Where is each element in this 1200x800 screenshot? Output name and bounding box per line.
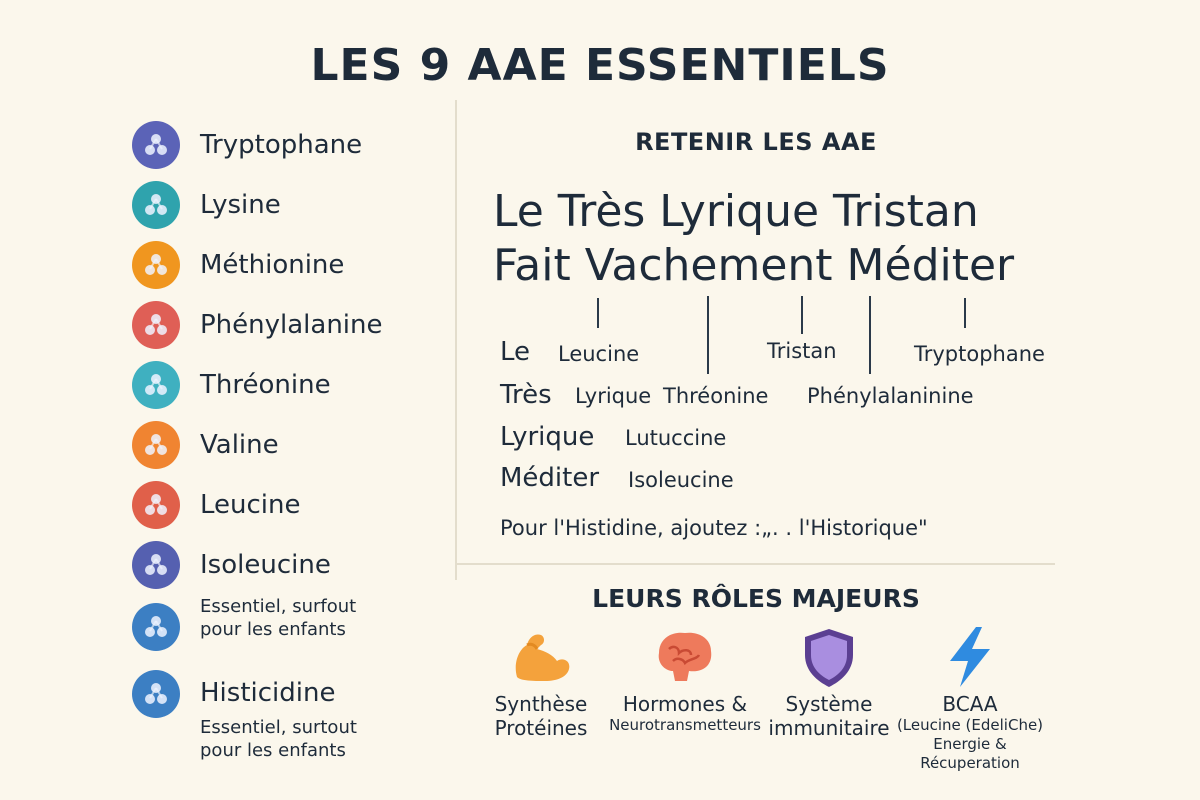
molecule-icon	[132, 421, 180, 469]
mnemonic-label: Lyrique	[575, 384, 652, 408]
amino-acid-item	[132, 670, 357, 762]
amino-acid-note: pour les enfants	[200, 619, 346, 640]
role-label: BCAA	[942, 692, 998, 716]
molecule-icon	[132, 670, 180, 718]
mnemonic-label: Tristan	[767, 339, 837, 363]
amino-acid-item	[132, 361, 331, 409]
amino-acid-name: Isoleucine	[200, 550, 331, 580]
mnemonic-heading: RETENIR LES AAE	[635, 128, 877, 156]
molecule-icon	[132, 181, 180, 229]
amino-acid-name: Histicidine	[200, 678, 336, 708]
amino-acid-name: Tryptophane	[200, 130, 363, 160]
mnemonic-footer: Pour l'Histidine, ajoutez :„. . l'Historique"	[500, 516, 928, 540]
roles-heading: LEURS RÔLES MAJEURS	[592, 584, 920, 613]
connector-line	[869, 296, 871, 374]
amino-acid-item	[132, 596, 357, 651]
mnemonic-label: Lutuccine	[625, 426, 727, 450]
amino-acid-name: Phénylalanine	[200, 310, 383, 340]
molecule-icon	[132, 301, 180, 349]
amino-acid-note: Essentiel, surtout	[200, 717, 357, 738]
mnemonic-label: Thréonine	[663, 384, 769, 408]
role-label: Hormones &	[622, 692, 748, 716]
amino-acid-name: Leucine	[200, 490, 301, 520]
lightning-icon	[885, 622, 1055, 692]
mnemonic-word: Lyrique	[500, 422, 595, 452]
vertical-divider	[455, 100, 457, 580]
role-label: Synthèse	[494, 692, 588, 716]
amino-acid-name: Valine	[200, 430, 279, 460]
role-label: Système	[785, 692, 873, 716]
role-label: Protéines	[494, 716, 588, 740]
amino-acid-note: Essentiel, surfout	[200, 596, 357, 617]
molecule-icon	[132, 121, 180, 169]
mnemonic-word: Méditer	[500, 463, 600, 493]
page-title: LES 9 AAE ESSENTIELS	[310, 40, 890, 91]
mnemonic-word: Très	[500, 380, 552, 410]
molecule-icon	[132, 361, 180, 409]
mnemonic-line-1: Le Très Lyrique Tristan	[493, 186, 979, 237]
amino-acid-item	[132, 241, 344, 289]
mnemonic-label: Leucine	[558, 342, 640, 366]
amino-acid-item	[132, 481, 301, 529]
molecule-icon	[132, 481, 180, 529]
amino-acid-item	[132, 181, 281, 229]
role-label: immunitaire	[768, 716, 890, 740]
amino-acid-name: Méthionine	[200, 250, 345, 280]
role-item	[885, 622, 1055, 773]
mnemonic-label: Phénylalaninine	[807, 384, 974, 408]
connector-line	[801, 296, 803, 334]
connector-line	[597, 298, 599, 328]
amino-acid-item	[132, 121, 362, 169]
mnemonic-word: Le	[500, 337, 531, 367]
mnemonic-line-2: Fait Vachement Méditer	[493, 240, 1015, 291]
horizontal-divider	[455, 563, 1055, 565]
molecule-icon	[132, 241, 180, 289]
mnemonic-label: Isoleucine	[628, 468, 734, 492]
amino-acid-item	[132, 301, 383, 349]
role-sublabel: Energie & Récuperation	[920, 735, 1020, 772]
role-sublabel: (Leucine (EdeliChe)	[896, 716, 1044, 734]
amino-acid-note: pour les enfants	[200, 740, 346, 761]
amino-acid-name: Thréonine	[200, 370, 331, 400]
amino-acid-name: Lysine	[200, 190, 281, 220]
role-sublabel: Neurotransmetteurs	[609, 716, 761, 734]
connector-line	[964, 298, 966, 328]
molecule-icon	[132, 603, 180, 651]
amino-acid-item	[132, 421, 279, 469]
connector-line	[707, 296, 709, 374]
molecule-icon	[132, 541, 180, 589]
amino-acid-item	[132, 541, 331, 589]
mnemonic-label: Tryptophane	[914, 342, 1045, 366]
